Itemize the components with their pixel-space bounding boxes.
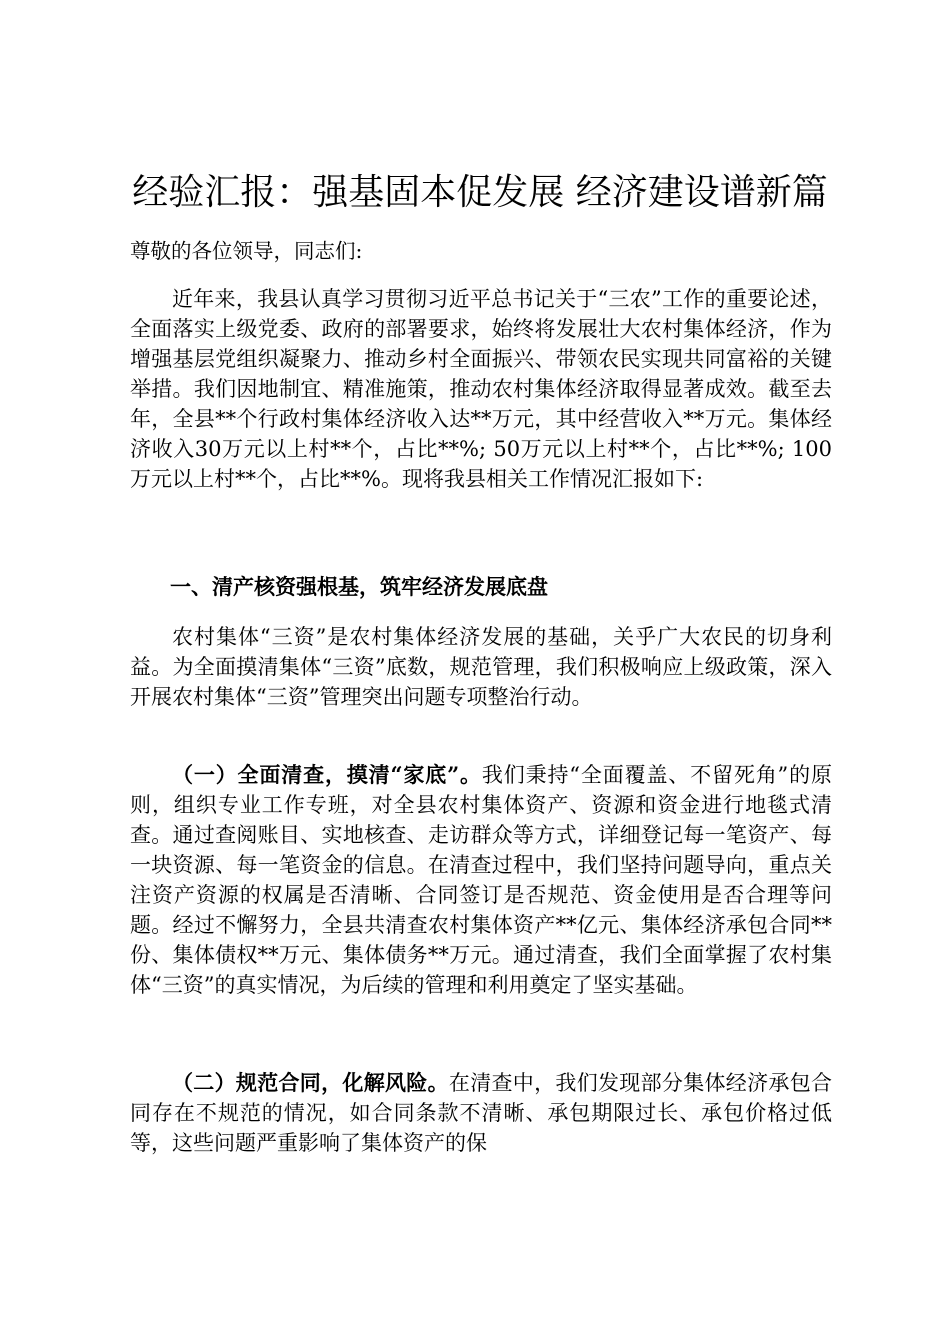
subsection-text-2: 在清查中，我们发现部分集体经济承包合同存在不规范的情况，如合同条款不清晰、承包期限过长、承包价格过低等，这些问题严重影响了集体资产的保 [130, 1071, 833, 1155]
subsection-paragraph-1 [130, 760, 832, 1000]
intro-paragraph: 近年来，我县认真学习贯彻习近平总书记关于“三农”工作的重要论述，全面落实上级党委、政府的部署要求，始终将发展壮大农村集体经济，作为增强基层党组织凝聚力、推动乡村全面振兴、带领农民实现共同富裕的关键举措。我们因地制宜、精准施策，推动农村集体经济取得显著成效。截至去年，全县**个行政村集体经济收入达**万元，其中经营收入**万元。集体经济收入30万元以上村**个，占比**%; 50万元以上村**个，占比**%; 100万元以上村**个，占比**%。现将我县相关工作情况汇报如下: [130, 287, 832, 491]
section-intro-paragraph: 农村集体“三资”是农村集体经济发展的基础，关乎广大农民的切身利益。为全面摸清集体“三资”底数，规范管理，我们积极响应上级政策，深入开展农村集体“三资”管理突出问题专项整治行动。 [130, 625, 832, 709]
subsection-paragraph-2 [130, 1068, 832, 1158]
subsection-lead-2: （二）规范合同，化解风险。 [172, 1070, 449, 1095]
document-title: 经验汇报：强基固本促发展 经济建设谱新篇 [132, 172, 828, 213]
salutation: 尊敬的各位领导，同志们: [130, 239, 363, 263]
subsection-lead-1: （一）全面清查，摸清“家底”。 [172, 762, 482, 787]
subsection-text-1: 我们秉持“全面覆盖、不留死角”的原则，组织专业工作专班，对全县农村集体资产、资源和资金进行地毯式清查。通过查阅账目、实地核查、走访群众等方式，详细登记每一笔资产、每一块资源、每一笔资金的信息。在清查过程中，我们坚持问题导向，重点关注资产资源的权属是否清晰、合同签订是否规范、资金使用是否合理等问题。经过不懈努力，全县共清查农村集体资产**亿元、集体经济承包合同**份、集体债权**万元、集体债务**万元。通过清查，我们全面掌握了农村集体“三资”的真实情况，为后续的管理和利用奠定了坚实基础。 [130, 763, 832, 997]
section-heading: 一、清产核资强根基，筑牢经济发展底盘 [170, 574, 548, 599]
